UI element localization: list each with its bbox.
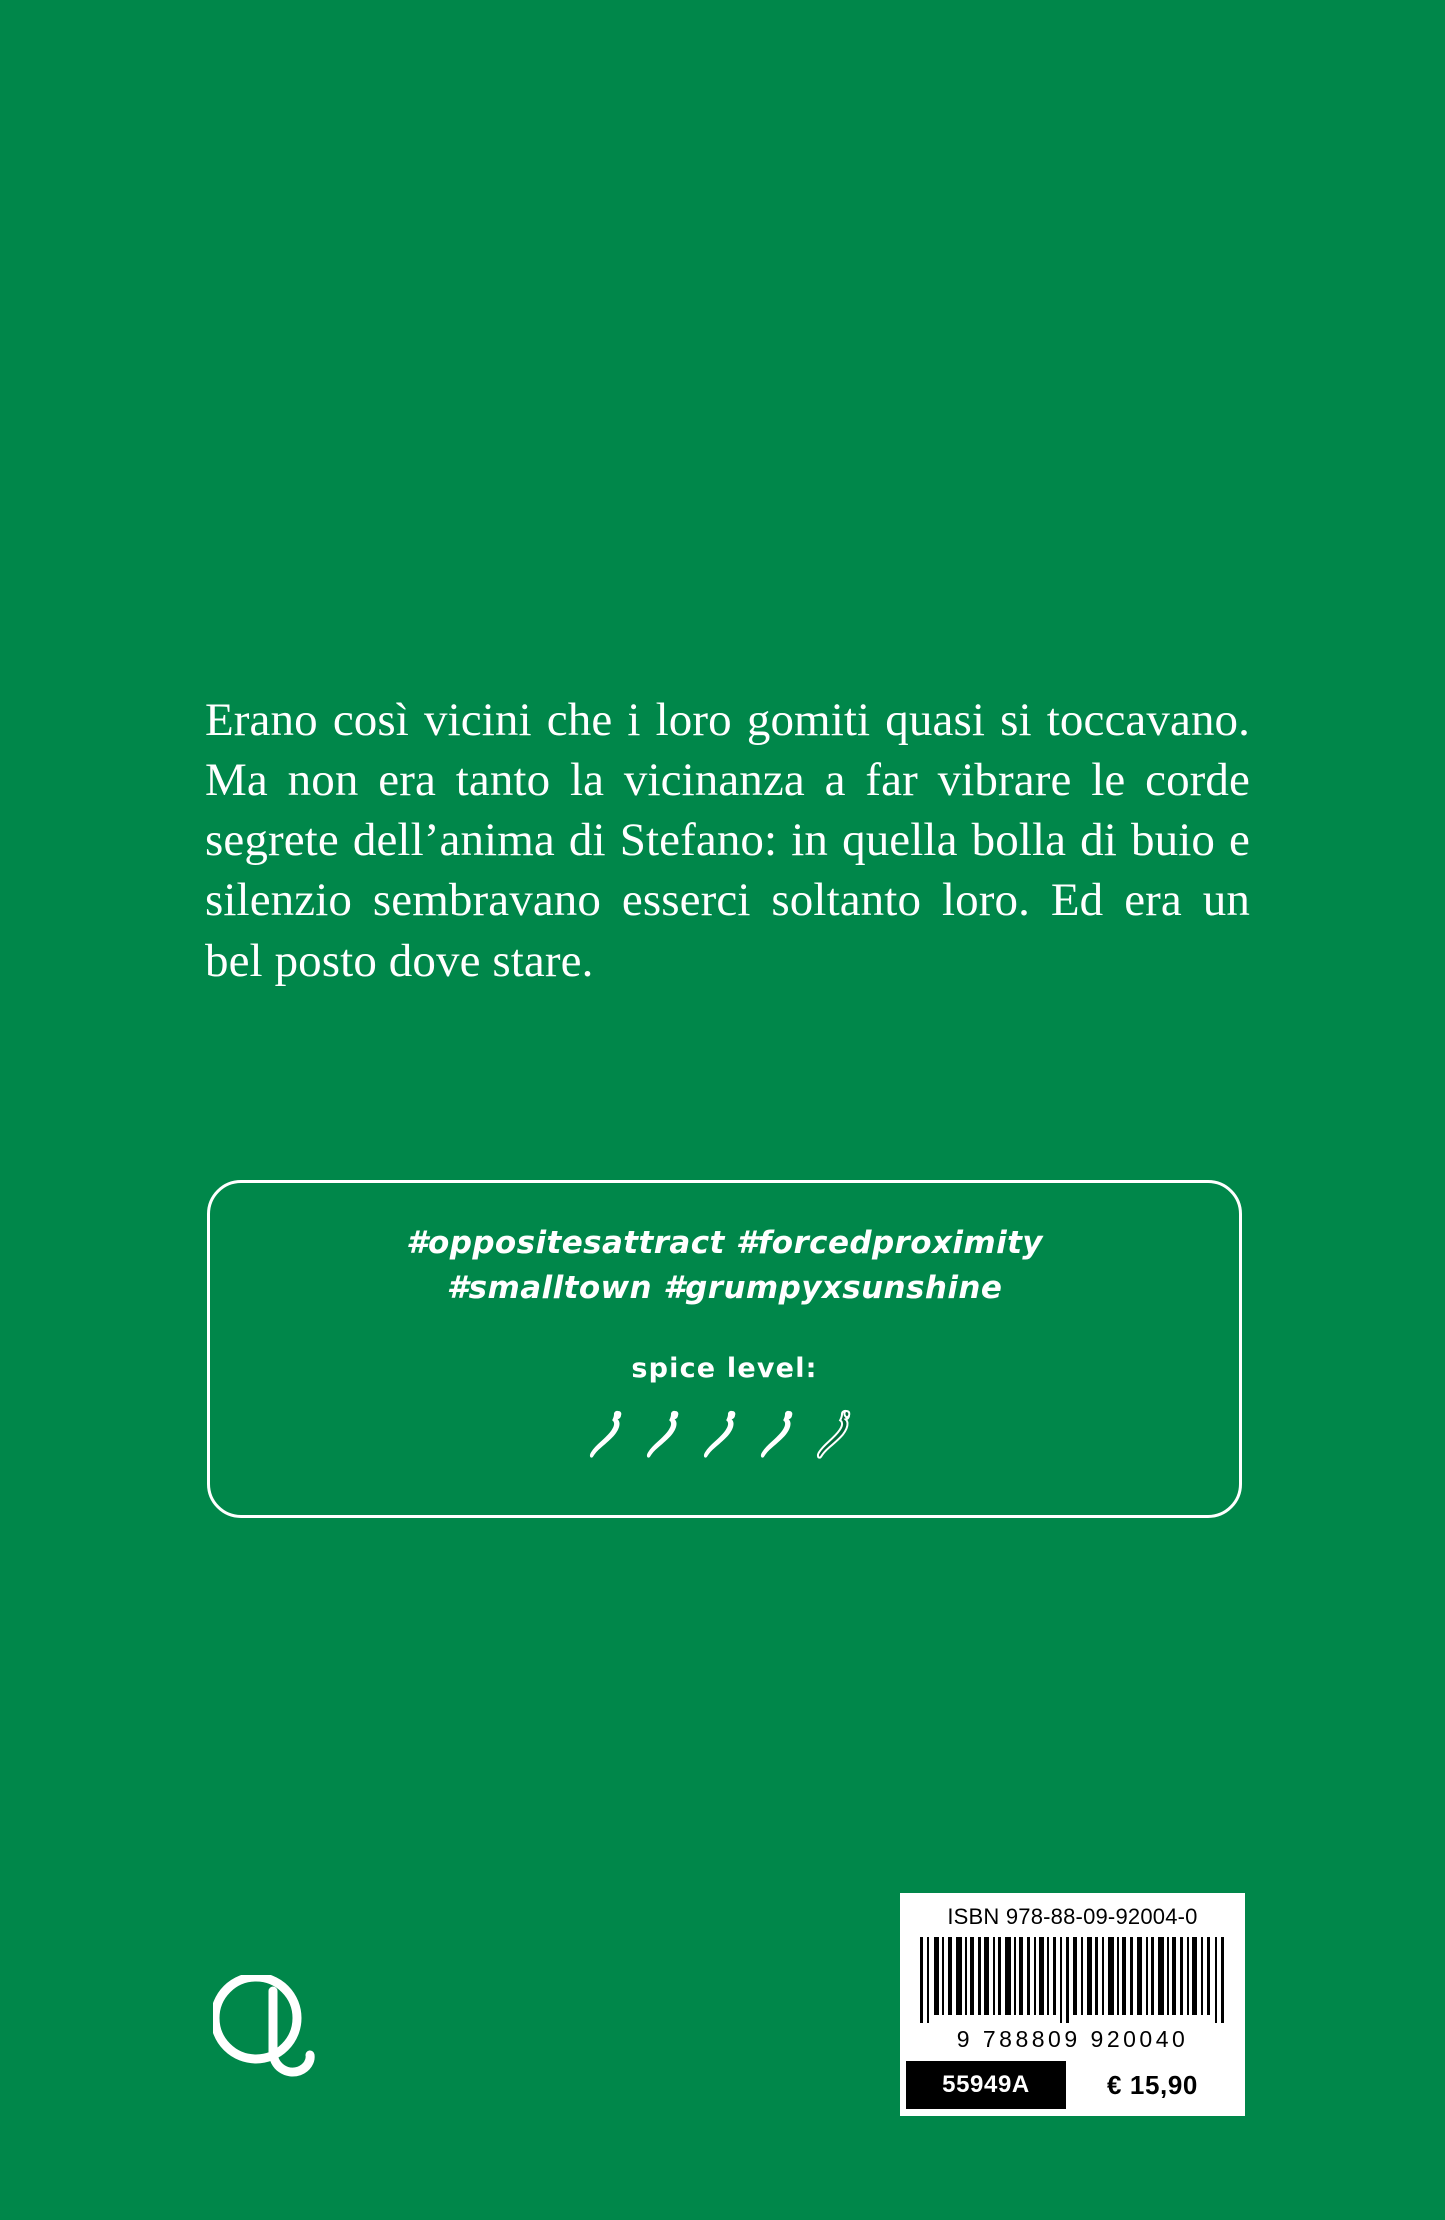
barcode-digits: 9 788809 920040 [956, 2026, 1189, 2052]
hashtags-line-1: #oppositesattract #forcedproximity [406, 1225, 1043, 1261]
price-row [906, 2061, 1239, 2109]
barcode-bars [918, 1937, 1228, 2023]
hashtags-line-2: #smalltown #grumpyxsunshine [446, 1269, 1003, 1306]
chili-pepper-icon [759, 1408, 805, 1464]
blurb-text [205, 690, 1250, 991]
hashtags [406, 1221, 1043, 1311]
chili-pepper-icon [588, 1408, 634, 1464]
spice-level-label: spice level: [631, 1352, 818, 1384]
tag-box [207, 1180, 1242, 1518]
isbn-text: ISBN 978-88-09-92004-0 [947, 1904, 1198, 1929]
price: € 15,90 [1066, 2061, 1239, 2109]
internal-code: 55949A [906, 2061, 1066, 2109]
blurb-paragraph: Erano così vicini che i loro gomiti quasi si toccavano. Ma non era tanto la vicinanza a far vibrare le corde segrete dell’anima di Stefano: in quella bolla di buio e silenzio sembravano esserci soltanto loro. Ed era un bel posto dove stare. [205, 694, 1250, 987]
barcode-block [900, 1893, 1245, 2116]
spice-level-rating [588, 1408, 862, 1464]
chili-pepper-icon-empty [816, 1408, 862, 1464]
chili-pepper-icon [645, 1408, 691, 1464]
giunti-publisher-logo [213, 1975, 323, 2090]
chili-pepper-icon [702, 1408, 748, 1464]
